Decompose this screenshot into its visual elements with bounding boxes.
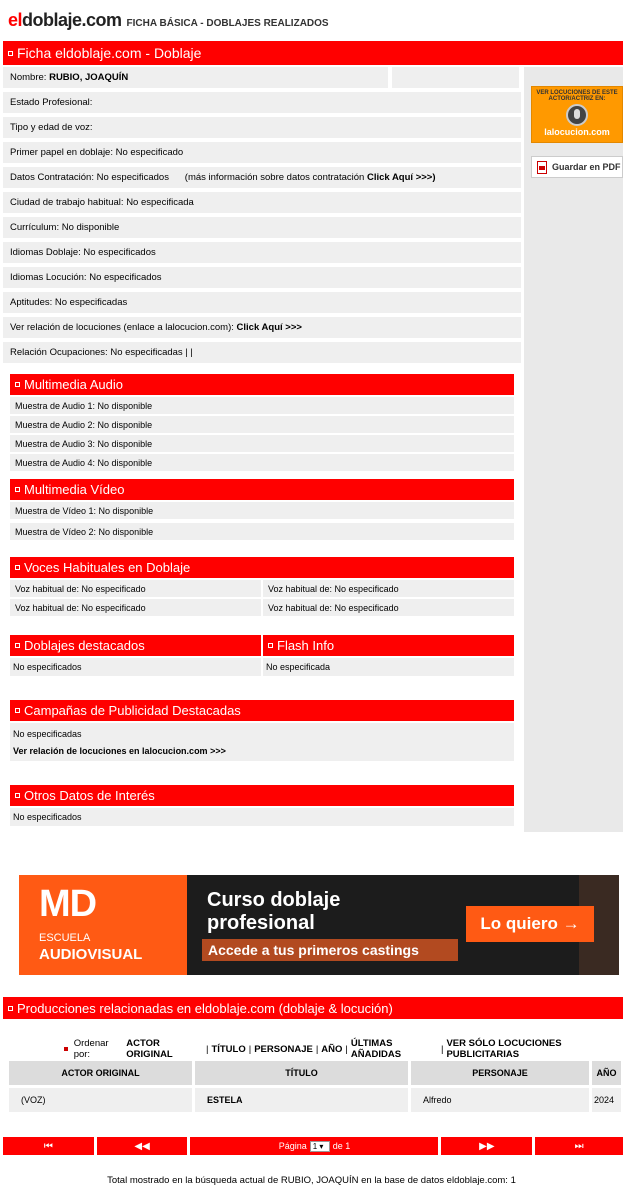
microphone-icon [566,104,588,126]
relacion-locuciones-link[interactable]: Click Aquí >>> [236,322,302,333]
square-bullet-icon [15,643,20,648]
voz-habitual-3: Voz habitual de: No especificado [10,599,261,616]
col-anio[interactable]: AÑO [592,1061,621,1085]
audio-sample-1: Muestra de Audio 1: No disponible [10,397,514,414]
voz-habitual-2: Voz habitual de: No especificado [263,580,514,597]
lalocucion-brand: lalocucion.com [544,127,610,137]
ficha-details [3,67,521,367]
square-bullet-icon [15,382,20,387]
flash-header: Flash Info [263,635,514,656]
actor-name: RUBIO, JOAQUÍN [49,72,129,83]
campanas-section [10,700,514,763]
col-personaje[interactable]: PERSONAJE [411,1061,589,1085]
lalocucion-button[interactable] [531,86,623,143]
destacados-value: No especificados [10,658,261,676]
voces-section [10,557,514,618]
voz-habitual-1: Voz habitual de: No especificado [10,580,261,597]
contratacion-link[interactable]: Click Aquí >>>) [366,172,436,183]
video-header: Multimedia Vídeo [10,479,514,500]
order-titulo[interactable]: TÍTULO [211,1043,246,1055]
page-indicator: Página 1 ▾ de 1 [190,1137,438,1155]
audio-sample-3: Muestra de Audio 3: No disponible [10,435,514,452]
order-anio[interactable]: AÑO [321,1043,343,1055]
square-bullet-icon [15,793,20,798]
col-actor-original[interactable]: ACTOR ORIGINAL [9,1061,192,1085]
header-subtitle: FICHA BÁSICA - DOBLAJES REALIZADOS [126,18,329,29]
otros-value: No especificados [10,808,514,826]
campanas-body [10,723,514,761]
course-ad-banner[interactable] [19,875,619,975]
audio-header: Multimedia Audio [10,374,514,395]
next-page-button[interactable]: ▶▶ [441,1137,532,1155]
banner-headline: Curso doblaje profesional [207,889,341,934]
table-row[interactable] [9,1085,623,1112]
order-personaje[interactable]: PERSONAJE [254,1043,313,1055]
video-sample-1: Muestra de Vídeo 1: No disponible [10,502,514,519]
idiomas-doblaje-row: Idiomas Doblaje: No especificados [3,242,521,263]
nombre-row: Nombre: RUBIO, JOAQUÍN [3,67,388,88]
audio-section [10,374,514,473]
col-titulo[interactable]: TÍTULO [195,1061,408,1085]
first-page-button[interactable]: ⏮ [3,1137,94,1155]
video-section [10,479,514,542]
table-header [9,1061,623,1085]
page-select[interactable]: 1 ▾ [310,1141,330,1152]
pagination [3,1137,623,1155]
square-bullet-icon [8,1006,13,1011]
voces-header: Voces Habituales en Doblaje [10,557,514,578]
destacados-header: Doblajes destacados [10,635,261,656]
ficha-title: Ficha eldoblaje.com - Doblaje [17,45,202,61]
primer-papel-row: Primer papel en doblaje: No especificado [3,142,521,163]
last-page-button[interactable]: ⏭ [535,1137,623,1155]
otros-header: Otros Datos de Interés [10,785,514,806]
relacion-locuciones-row: Ver relación de locuciones (enlace a lalocucion.com): Click Aquí >>> [3,317,521,338]
square-bullet-icon [15,487,20,492]
square-bullet-icon [268,643,273,648]
square-bullet-icon [8,51,13,56]
results-total: Total mostrado en la búsqueda actual de RUBIO, JOAQUÍN en la base de datos eldoblaje.com: 1 [107,1175,516,1186]
order-by-bar: Ordenar por: ACTOR ORIGINAL | TÍTULO | PERSONAJE | AÑO | ÚLTIMAS AÑADIDAS | VER SÓLO LOCUCIONES PUBLICITARIAS [64,1038,623,1060]
pdf-icon [537,161,547,174]
order-actor-original[interactable]: ACTOR ORIGINAL [126,1038,173,1060]
bullet-icon [64,1047,68,1051]
idiomas-locucion-row: Idiomas Locución: No especificados [3,267,521,288]
cell-personaje: Alfredo [411,1088,589,1112]
ficha-title-bar [3,41,623,65]
lalocucion-caption: VER LOCUCIONES DE ESTE ACTOR/ACTRIZ EN: [536,90,618,102]
ocupaciones-row: Relación Ocupaciones: No especificadas | | [3,342,521,363]
campanas-link[interactable]: Ver relación de locuciones en lalocucion.com >>> [13,745,226,756]
banner-cta-button[interactable]: Lo quiero → [466,906,594,942]
audio-sample-4: Muestra de Audio 4: No disponible [10,454,514,471]
contratacion-row: Datos Contratación: No especificados (más información sobre datos contratación Click Aquí >>>) [3,167,521,188]
site-logo[interactable]: eldoblaje.com [8,10,122,30]
nombre-extra-cell [392,67,519,88]
banner-subline: Accede a tus primeros castings [202,939,458,961]
cell-titulo[interactable]: ESTELA [195,1088,408,1112]
aptitudes-row: Aptitudes: No especificadas [3,292,521,313]
square-bullet-icon [15,708,20,713]
square-bullet-icon [15,565,20,570]
cell-actor: (VOZ) [9,1088,192,1112]
md-logo: MD [39,883,97,925]
flash-value: No especificada [263,658,514,676]
otros-section [10,785,514,828]
curriculum-row: Currículum: No disponible [3,217,521,238]
destacados-flash-section [10,635,514,678]
campanas-header: Campañas de Publicidad Destacadas [10,700,514,721]
banner-escuela: ESCUELA [39,932,91,944]
order-ultimas[interactable]: ÚLTIMAS AÑADIDAS [350,1038,402,1060]
producciones-header: Producciones relacionadas en eldoblaje.com (doblaje & locución) [3,997,623,1019]
campanas-value: No especificadas [13,728,82,739]
banner-audiovisual: AUDIOVISUAL [39,946,143,963]
right-sidebar [524,67,623,832]
video-sample-2: Muestra de Vídeo 2: No disponible [10,523,514,540]
estado-row: Estado Profesional: [3,92,521,113]
voz-habitual-4: Voz habitual de: No especificado [263,599,514,616]
ciudad-row: Ciudad de trabajo habitual: No especificada [3,192,521,213]
tipo-edad-row: Tipo y edad de voz: [3,117,521,138]
cell-anio: 2024 [592,1088,621,1112]
order-solo-locuciones[interactable]: VER SÓLO LOCUCIONES PUBLICITARIAS [446,1038,562,1060]
site-header [8,10,329,34]
save-pdf-button[interactable]: Guardar en PDF [531,156,623,178]
audio-sample-2: Muestra de Audio 2: No disponible [10,416,514,433]
prev-page-button[interactable]: ◀◀ [97,1137,188,1155]
producciones-table [9,1061,623,1112]
